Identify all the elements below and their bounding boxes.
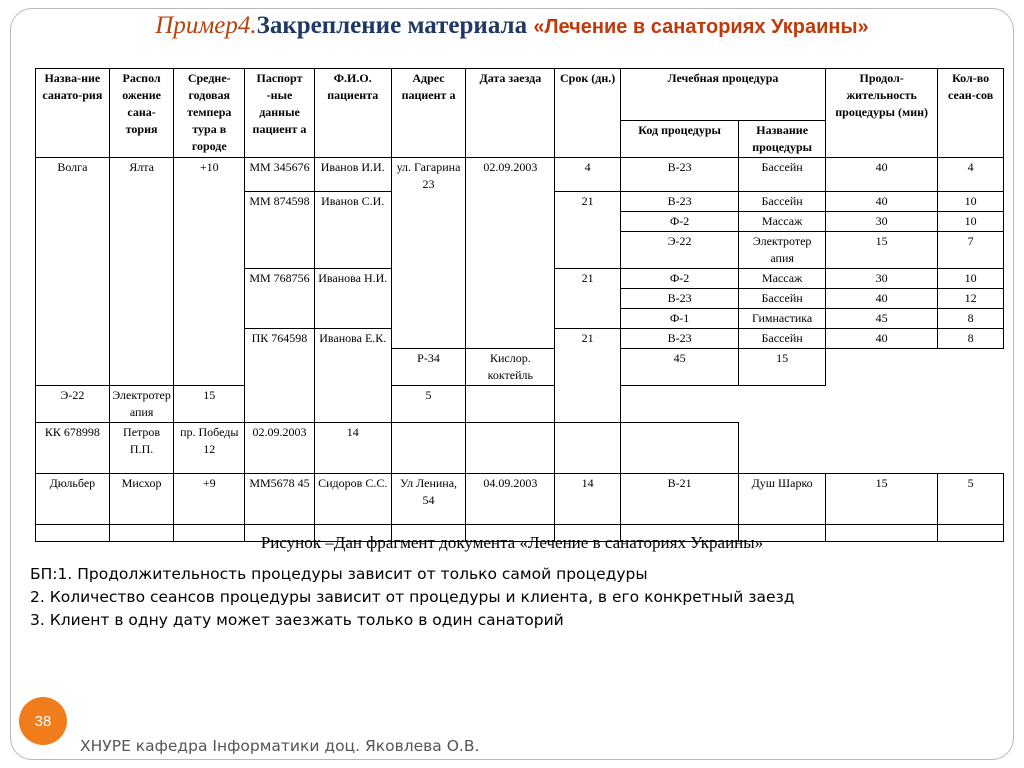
cell-proc-name: Гимнастика [739, 309, 826, 329]
cell-proc-code: Ф-1 [620, 309, 738, 329]
cell-proc-name: Бассейн [739, 329, 826, 349]
cell-term: 21 [555, 192, 621, 269]
cell-passport: ММ5678 45 [245, 474, 315, 525]
header-temperature: Средне-годовая темпера тура в городе [174, 69, 245, 158]
cell-sessions: 12 [938, 289, 1004, 309]
cell-term: 4 [555, 158, 621, 192]
sanatorium-table [35, 68, 1004, 542]
cell-duration: 15 [826, 232, 938, 269]
cell-duration: 40 [826, 192, 938, 212]
cell-duration: 40 [826, 329, 938, 349]
cell-proc-name: Массаж [739, 212, 826, 232]
cell-sessions: 8 [938, 329, 1004, 349]
cell-fio: Иванова Н.И. [314, 269, 391, 329]
cell-proc-code: В-23 [620, 329, 738, 349]
footer-text: ХНУРЕ кафедра Інформатики доц. Яковлева О.В. [80, 737, 480, 755]
cell-address: пр. Победы 12 [174, 423, 245, 474]
table-row [36, 474, 1004, 525]
cell-duration: 30 [826, 212, 938, 232]
cell-proc-name: Душ Шарко [739, 474, 826, 525]
cell-proc-code: Р-34 [391, 349, 466, 386]
cell-proc-code: В-23 [620, 289, 738, 309]
cell-duration: 15 [826, 474, 938, 525]
cell-proc-code: Э-22 [620, 232, 738, 269]
cell-proc-code: Ф-2 [620, 212, 738, 232]
cell-location: Мисхор [109, 474, 174, 525]
header-sessions: Кол-во сеан-сов [938, 69, 1004, 158]
cell-duration: 45 [620, 349, 738, 386]
cell-term: 21 [555, 269, 621, 329]
cell-duration: 15 [174, 386, 245, 423]
cell-proc-name: Бассейн [739, 289, 826, 309]
cell-proc-code: Ф-2 [620, 269, 738, 289]
cell-location: Ялта [109, 158, 174, 386]
table-row [36, 386, 1004, 423]
cell-date: 04.09.2003 [466, 474, 555, 525]
cell-proc-code: В-23 [620, 158, 738, 192]
cell-sessions: 7 [938, 232, 1004, 269]
header-duration: Продол-жительность процедуры (мин) [826, 69, 938, 158]
cell-proc-name: Массаж [739, 269, 826, 289]
table-row [36, 423, 1004, 474]
cell-duration [555, 423, 621, 474]
cell-proc-name [466, 423, 555, 474]
slide-title [0, 12, 1024, 40]
header-location: Распол ожение сана-тория [109, 69, 174, 158]
cell-passport: КК 678998 [36, 423, 110, 474]
header-passport: Паспорт -ные данные пациент а [245, 69, 315, 158]
cell-temperature: +10 [174, 158, 245, 386]
cell-proc-name: Электротер апия [739, 232, 826, 269]
cell-sessions: 5 [391, 386, 466, 423]
business-rule-3: 3. Клиент в одну дату может заезжать только в один санаторий [30, 611, 564, 629]
cell-date: 02.09.2003 [466, 158, 555, 349]
cell-proc-code [391, 423, 466, 474]
business-rule-1: БП:1. Продолжительность процедуры зависит от только самой процедуры [30, 565, 648, 583]
page-number-badge: 38 [19, 697, 67, 745]
header-proc-code: Код процедуры [620, 121, 738, 158]
cell-sessions: 4 [938, 158, 1004, 192]
cell-passport: ПК 764598 [245, 329, 315, 423]
title-main: Закрепление материала [256, 12, 528, 39]
cell-sessions: 10 [938, 192, 1004, 212]
cell-fio: Сидоров С.С. [314, 474, 391, 525]
title-sub: «Лечение в санаториях Украины» [533, 16, 869, 38]
cell-passport: ММ 768756 [245, 269, 315, 329]
cell-address: ул. Гагарина 23 [391, 158, 466, 349]
business-rule-2: 2. Количество сеансов процедуры зависит от процедуры и клиента, в его конкретный заезд [30, 588, 795, 606]
figure-caption: Рисунок –Дан фрагмент документа «Лечение в санаториях Украины» [260, 533, 764, 552]
cell-sessions: 8 [938, 309, 1004, 329]
title-example: Пример4. [155, 12, 257, 39]
cell-term: 14 [555, 474, 621, 525]
cell-duration: 30 [826, 269, 938, 289]
cell-proc-code: В-21 [620, 474, 738, 525]
cell-sessions [620, 423, 738, 474]
cell-fio: Иванова Е.К. [314, 329, 391, 423]
cell-term: 14 [314, 423, 391, 474]
cell-passport: ММ 874598 [245, 192, 315, 269]
cell-fio: Иванов С.И. [314, 192, 391, 269]
cell-proc-name: Бассейн [739, 158, 826, 192]
cell-sessions: 10 [938, 269, 1004, 289]
cell-passport: ММ 345676 [245, 158, 315, 192]
cell-fio: Иванов И.И. [314, 158, 391, 192]
cell-proc-name: Бассейн [739, 192, 826, 212]
cell-date: 02.09.2003 [245, 423, 315, 474]
cell-proc-name: Кислор. коктейль [466, 349, 555, 386]
cell-sessions: 15 [739, 349, 826, 386]
cell-fio: Петров П.П. [109, 423, 174, 474]
header-term: Срок (дн.) [555, 69, 621, 158]
cell-duration: 40 [826, 289, 938, 309]
cell-duration: 40 [826, 158, 938, 192]
header-fio: Ф.И.О. пациента [314, 69, 391, 158]
cell-proc-name: Электротер апия [109, 386, 174, 423]
business-rules [30, 563, 990, 632]
cell-sessions: 10 [938, 212, 1004, 232]
cell-duration: 45 [826, 309, 938, 329]
header-procedure: Лечебная процедура [620, 69, 825, 121]
header-sanatorium: Назва-ние санато-рия [36, 69, 110, 158]
cell-sessions: 5 [938, 474, 1004, 525]
header-proc-name: Название процедуры [739, 121, 826, 158]
header-date: Дата заезда [466, 69, 555, 158]
cell-sanatorium: Волга [36, 158, 110, 386]
header-address: Адрес пациент а [391, 69, 466, 158]
table-row [36, 158, 1004, 192]
cell-proc-code: Э-22 [36, 386, 110, 423]
cell-proc-code: В-23 [620, 192, 738, 212]
cell-sanatorium: Дюльбер [36, 474, 110, 525]
cell-temperature: +9 [174, 474, 245, 525]
cell-address: Ул Ленина, 54 [391, 474, 466, 525]
cell-term: 21 [555, 329, 621, 423]
